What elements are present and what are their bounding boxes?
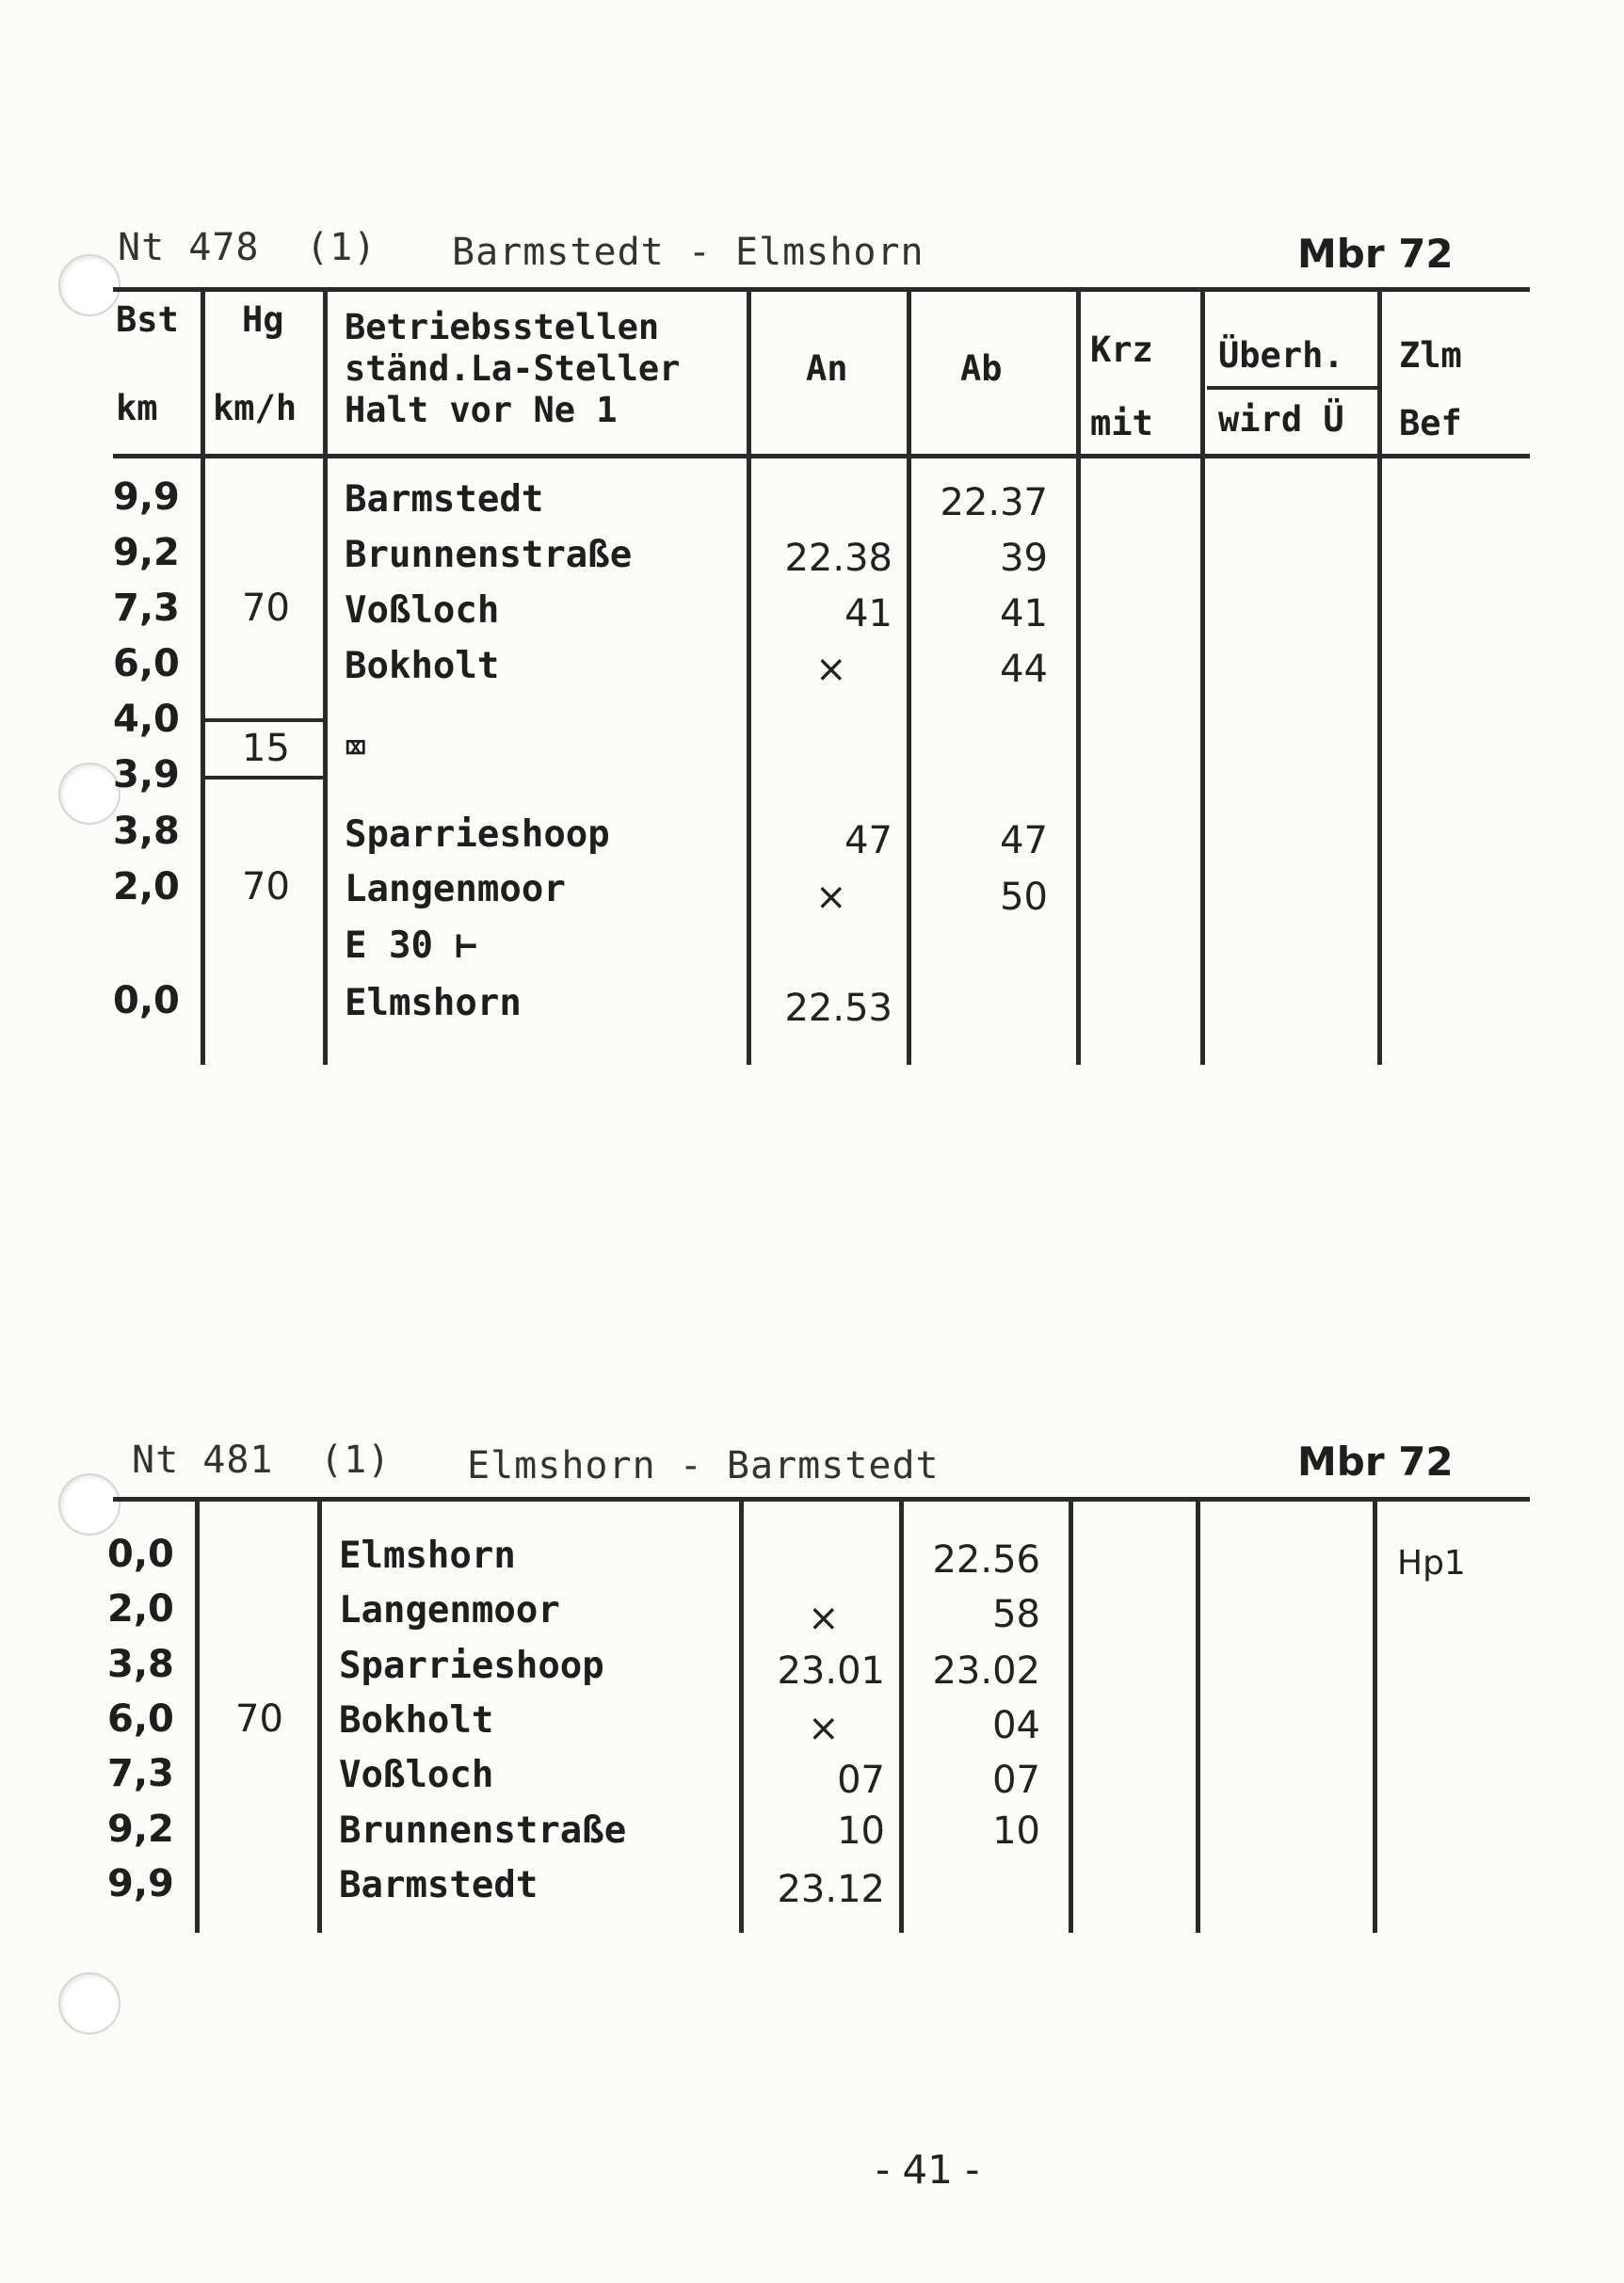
col-header-zlm: Zlm bbox=[1399, 335, 1462, 376]
col-header-la-steller: ständ.La-Steller bbox=[345, 348, 681, 389]
row-km: 3,9 bbox=[113, 753, 180, 796]
col-header-wird: wird Ü bbox=[1218, 399, 1344, 440]
col-line bbox=[195, 1500, 200, 1933]
row-an: 22.53 bbox=[784, 987, 892, 1030]
row-station: Barmstedt bbox=[345, 478, 544, 521]
col-line bbox=[1069, 1500, 1073, 1933]
col-header-km: km bbox=[116, 388, 158, 428]
row-km: 9,2 bbox=[113, 531, 180, 574]
row-km: 6,0 bbox=[113, 642, 180, 685]
row-an: × bbox=[808, 1597, 840, 1640]
row-ab: 10 bbox=[992, 1809, 1040, 1853]
train-number: Nt 478 bbox=[118, 226, 260, 269]
row-ab: 50 bbox=[1000, 876, 1048, 919]
col-line bbox=[1200, 290, 1205, 1065]
row-ab: 47 bbox=[1000, 819, 1048, 862]
col-line bbox=[317, 1500, 322, 1933]
row-hg: 70 bbox=[242, 865, 290, 908]
col-line bbox=[1377, 290, 1382, 1065]
ueberh-divider bbox=[1207, 386, 1378, 390]
row-ab: 41 bbox=[1000, 592, 1048, 635]
slow-zone-rule bbox=[202, 718, 325, 722]
row-station: Brunnenstraße bbox=[339, 1809, 627, 1852]
col-header-halt: Halt vor Ne 1 bbox=[345, 390, 618, 430]
row-km: 2,0 bbox=[113, 865, 180, 908]
row-an: × bbox=[815, 648, 847, 691]
row-km: 4,0 bbox=[113, 698, 180, 741]
row-an: 23.01 bbox=[777, 1649, 885, 1693]
row-station: Sparrieshoop bbox=[339, 1645, 604, 1687]
punch-hole bbox=[58, 254, 121, 316]
row-km: 0,0 bbox=[113, 979, 180, 1022]
col-line bbox=[1076, 290, 1081, 1065]
punch-hole bbox=[58, 1473, 121, 1535]
row-an: 22.38 bbox=[784, 537, 892, 580]
row-station: Barmstedt bbox=[339, 1864, 539, 1906]
row-ab: 39 bbox=[1000, 537, 1048, 580]
row-station: Elmshorn bbox=[345, 982, 522, 1024]
punch-hole bbox=[58, 763, 121, 825]
col-header-an: An bbox=[806, 348, 848, 389]
row-station: Sparrieshoop bbox=[345, 813, 610, 856]
col-header-bst: Bst bbox=[116, 299, 179, 340]
row-hg: 15 bbox=[242, 727, 290, 770]
col-header-mit: mit bbox=[1090, 403, 1153, 443]
row-station: Bokholt bbox=[339, 1699, 494, 1742]
row-ab: 07 bbox=[992, 1759, 1040, 1802]
row-station: Langenmoor bbox=[345, 868, 566, 910]
row-station: Langenmoor bbox=[339, 1589, 560, 1632]
row-an: 07 bbox=[837, 1759, 885, 1802]
row-station: Bokholt bbox=[345, 645, 500, 687]
page-number: - 41 - bbox=[876, 2146, 980, 2193]
row-an: 10 bbox=[837, 1809, 885, 1853]
header-top-rule bbox=[113, 1497, 1530, 1502]
col-line bbox=[1373, 1500, 1377, 1933]
row-ab: 22.37 bbox=[940, 481, 1048, 524]
row-ab: 58 bbox=[992, 1593, 1040, 1636]
col-line bbox=[1196, 1500, 1200, 1933]
col-header-ueberh: Überh. bbox=[1218, 335, 1344, 376]
row-hg: 70 bbox=[235, 1697, 283, 1741]
row-km: 7,3 bbox=[113, 587, 180, 630]
col-header-kmh: km/h bbox=[213, 388, 297, 428]
train-suffix: (1) bbox=[306, 226, 378, 269]
row-ab: 22.56 bbox=[932, 1538, 1040, 1582]
row-km: 0,0 bbox=[107, 1533, 174, 1576]
row-station: Elmshorn bbox=[339, 1535, 516, 1577]
col-line bbox=[323, 290, 328, 1065]
row-hg: 70 bbox=[242, 587, 290, 630]
row-station: Brunnenstraße bbox=[345, 534, 633, 576]
col-header-hg: Hg bbox=[242, 299, 284, 340]
row-ab: 04 bbox=[992, 1704, 1040, 1747]
speed-change-marker: E 30 ⊢ bbox=[345, 924, 477, 967]
col-line bbox=[201, 290, 205, 1065]
row-km: 9,9 bbox=[107, 1862, 174, 1905]
row-station: Voßloch bbox=[345, 589, 500, 632]
col-header-krz: Krz bbox=[1090, 330, 1153, 370]
row-an: × bbox=[808, 1707, 840, 1750]
col-header-betriebsstellen: Betriebsstellen bbox=[345, 307, 660, 347]
level-crossing-icon: ⌧ bbox=[345, 727, 367, 769]
row-km: 2,0 bbox=[107, 1587, 174, 1631]
row-km: 3,8 bbox=[113, 810, 180, 853]
row-km: 3,8 bbox=[107, 1643, 174, 1686]
col-header-bef: Bef bbox=[1399, 403, 1462, 443]
row-zlm: Hp1 bbox=[1397, 1544, 1466, 1583]
punch-hole bbox=[58, 1972, 121, 2034]
row-an: × bbox=[815, 876, 847, 919]
col-line bbox=[747, 290, 751, 1065]
mbr-label: Mbr 72 bbox=[1297, 231, 1454, 277]
train-suffix: (1) bbox=[320, 1439, 392, 1482]
row-an: 47 bbox=[844, 819, 892, 862]
col-header-ab: Ab bbox=[960, 348, 1003, 389]
slow-zone-rule bbox=[202, 776, 325, 780]
row-an: 23.12 bbox=[777, 1868, 885, 1911]
row-km: 9,2 bbox=[107, 1808, 174, 1851]
row-km: 7,3 bbox=[107, 1752, 174, 1795]
row-ab: 44 bbox=[1000, 648, 1048, 691]
route-title: Elmshorn - Barmstedt bbox=[467, 1444, 940, 1487]
row-ab: 23.02 bbox=[932, 1649, 1040, 1693]
row-station: Voßloch bbox=[339, 1754, 494, 1796]
row-km: 6,0 bbox=[107, 1697, 174, 1741]
row-an: 41 bbox=[844, 592, 892, 635]
train-number: Nt 481 bbox=[132, 1439, 274, 1482]
row-km: 9,9 bbox=[113, 475, 180, 519]
mbr-label: Mbr 72 bbox=[1297, 1439, 1454, 1485]
route-title: Barmstedt - Elmshorn bbox=[452, 231, 925, 274]
